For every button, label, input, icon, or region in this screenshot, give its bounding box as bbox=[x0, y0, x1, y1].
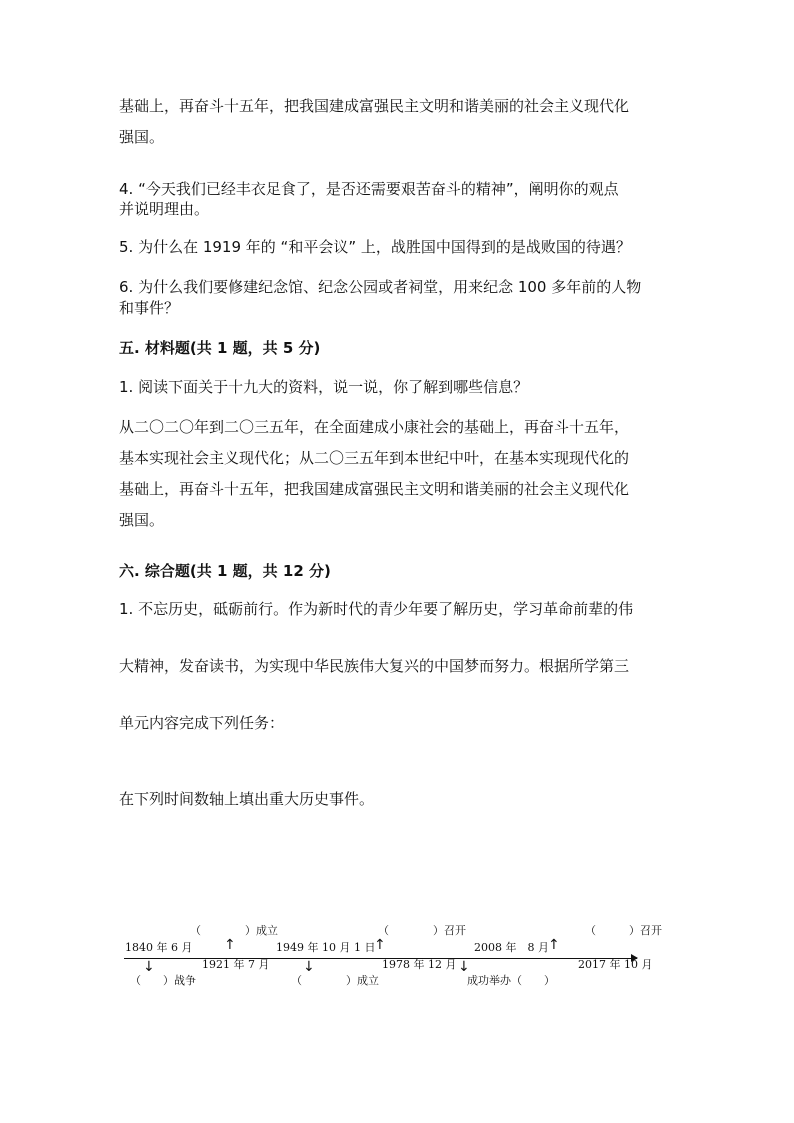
blank-founding-1921: （ ）成立 bbox=[190, 924, 278, 937]
text-line: 基础上，再奋斗十五年，把我国建成富强民主文明和谐美丽的社会主义现代化 bbox=[119, 97, 630, 115]
blank-meeting-2017: （ ）召开 bbox=[585, 924, 662, 937]
comprehensive-question-1: 1. 不忘历史，砥砺前行。作为新时代的青少年要了解历史，学习革命前辈的伟 bbox=[119, 600, 634, 618]
question-6: 6. 为什么我们要修建纪念馆、纪念公园或者祠堂，用来纪念 100 多年前的人物 bbox=[119, 278, 642, 296]
question-4-cont: 并说明理由。 bbox=[119, 200, 210, 218]
timeline-axis bbox=[124, 958, 637, 959]
blank-meeting-1978: （ ）召开 bbox=[378, 924, 466, 937]
arrow-down-icon: ↓ bbox=[303, 959, 315, 975]
material-text: 基础上，再奋斗十五年，把我国建成富强民主文明和谐美丽的社会主义现代化 bbox=[119, 480, 630, 498]
material-text: 从二〇二〇年到二〇三五年，在全面建成小康社会的基础上，再奋斗十五年， bbox=[119, 418, 630, 436]
date-1949: 1949 年 10 月 1 日 bbox=[276, 941, 376, 954]
question-4: 4. “今天我们已经丰衣足食了，是否还需要艰苦奋斗的精神”，阐明你的观点 bbox=[119, 180, 619, 198]
date-1978: 1978 年 12 月 bbox=[382, 958, 457, 971]
material-text: 强国。 bbox=[119, 511, 165, 529]
text-line: 强国。 bbox=[119, 128, 165, 146]
comprehensive-text: 大精神，发奋读书，为实现中华民族伟大复兴的中国梦而努力。根据所学第三 bbox=[119, 657, 630, 675]
question-5: 5. 为什么在 1919 年的 “和平会议” 上，战胜国中国得到的是战败国的待遇？ bbox=[119, 238, 631, 256]
section-heading-comprehensive: 六. 综合题(共 1 题，共 12 分) bbox=[119, 562, 331, 580]
arrow-up-icon: ↑ bbox=[374, 937, 386, 953]
arrow-up-icon: ↑ bbox=[224, 937, 236, 953]
blank-war-1840: （ ）战争 bbox=[130, 974, 196, 987]
blank-hosted-2008: 成功举办（ ） bbox=[467, 974, 555, 987]
material-question-1: 1. 阅读下面关于十九大的资料，说一说，你了解到哪些信息？ bbox=[119, 378, 529, 396]
date-1921: 1921 年 7 月 bbox=[202, 958, 270, 971]
date-1840: 1840 年 6 月 bbox=[125, 941, 193, 954]
comprehensive-text: 单元内容完成下列任务： bbox=[119, 714, 285, 732]
arrow-up-icon: ↑ bbox=[548, 937, 560, 953]
blank-founding-1949: （ ）成立 bbox=[291, 974, 379, 987]
date-2008: 2008 年 8 月 bbox=[474, 941, 549, 954]
section-heading-material: 五. 材料题(共 1 题，共 5 分) bbox=[119, 339, 321, 357]
task-instruction: 在下列时间数轴上填出重大历史事件。 bbox=[119, 790, 375, 808]
date-2017: 2017 年 10 月 bbox=[578, 958, 653, 971]
arrow-down-icon: ↓ bbox=[143, 959, 155, 975]
question-6-cont: 和事件？ bbox=[119, 299, 180, 317]
material-text: 基本实现社会主义现代化；从二〇三五年到本世纪中叶，在基本实现现代化的 bbox=[119, 449, 630, 467]
arrow-down-icon: ↓ bbox=[458, 959, 470, 975]
